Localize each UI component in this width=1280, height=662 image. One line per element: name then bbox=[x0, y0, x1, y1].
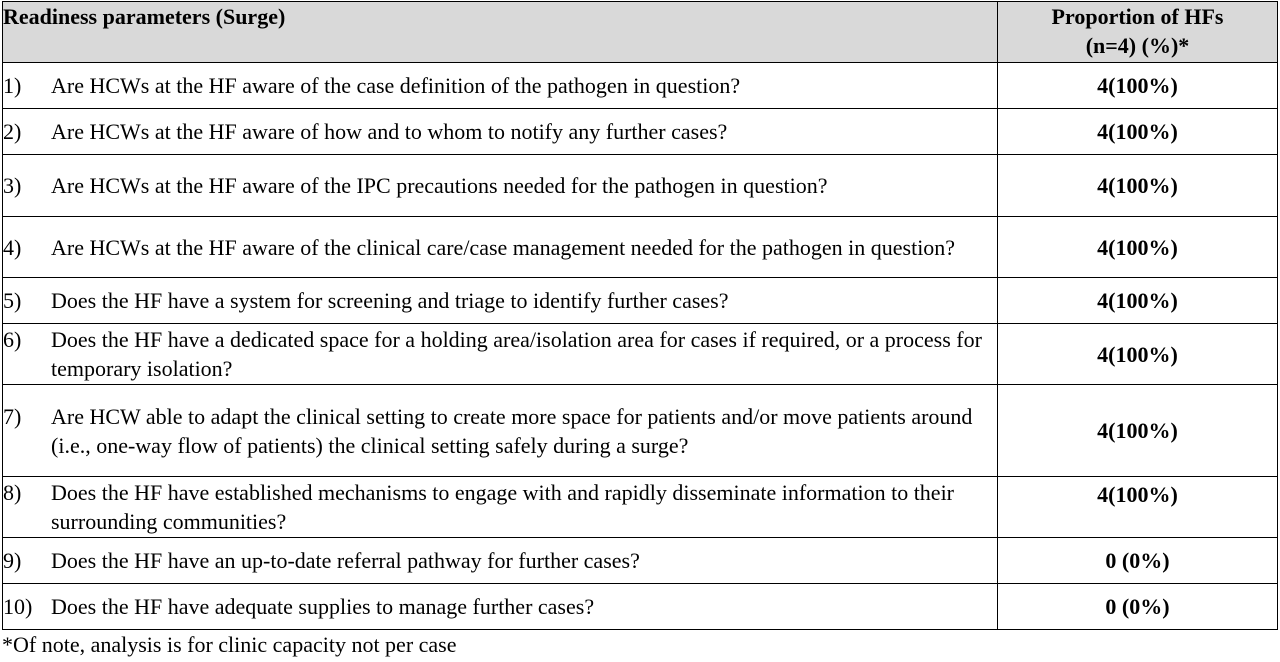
table-row bbox=[3, 217, 1278, 278]
row-question: Are HCWs at the HF aware of the IPC precautions needed for the pathogen in question? bbox=[51, 173, 828, 198]
table-row bbox=[3, 584, 1278, 630]
row-number: 7) bbox=[3, 403, 22, 429]
row-question: Does the HF have adequate supplies to manage further cases? bbox=[51, 594, 595, 619]
readiness-table bbox=[2, 1, 1278, 630]
row-value: 0 (0%) bbox=[998, 584, 1278, 630]
row-number: 9) bbox=[3, 548, 22, 573]
row-value: 4(100%) bbox=[998, 109, 1278, 155]
question-cell bbox=[3, 477, 998, 538]
row-question: Does the HF have a system for screening and triage to identify further cases? bbox=[51, 288, 729, 313]
row-number: 3) bbox=[3, 173, 22, 198]
row-question: Are HCW able to adapt the clinical setting to create more space for patients and/or move patients around (i.e., one-way flow of patients) the clinical setting safely during a surge? bbox=[51, 403, 973, 458]
row-value: 4(100%) bbox=[998, 324, 1278, 385]
question-cell bbox=[3, 324, 998, 385]
table-row bbox=[3, 278, 1278, 324]
question-cell bbox=[3, 63, 998, 109]
table-row bbox=[3, 324, 1278, 385]
row-number: 8) bbox=[3, 480, 22, 505]
row-number: 6) bbox=[3, 327, 22, 352]
table-row bbox=[3, 477, 1278, 538]
header-proportion-line1: Proportion of HFs bbox=[1051, 4, 1224, 29]
row-value: 4(100%) bbox=[998, 385, 1278, 477]
row-value: 4(100%) bbox=[998, 63, 1278, 109]
header-proportion bbox=[998, 2, 1278, 63]
row-question: Are HCWs at the HF aware of the case definition of the pathogen in question? bbox=[51, 73, 741, 98]
question-cell bbox=[3, 109, 998, 155]
row-question: Are HCWs at the HF aware of the clinical care/case management needed for the pathogen in question? bbox=[51, 234, 956, 260]
row-number: 4) bbox=[3, 234, 22, 260]
question-cell bbox=[3, 584, 998, 630]
table-row bbox=[3, 538, 1278, 584]
row-value: 4(100%) bbox=[998, 155, 1278, 217]
row-question: Does the HF have an up-to-date referral pathway for further cases? bbox=[51, 548, 640, 573]
question-cell bbox=[3, 278, 998, 324]
table-row bbox=[3, 109, 1278, 155]
table-row bbox=[3, 385, 1278, 477]
row-value: 4(100%) bbox=[998, 217, 1278, 278]
question-cell bbox=[3, 217, 998, 278]
row-value: 0 (0%) bbox=[998, 538, 1278, 584]
row-value: 4(100%) bbox=[998, 278, 1278, 324]
row-value: 4(100%) bbox=[998, 477, 1278, 538]
row-question: Does the HF have established mechanisms to engage with and rapidly disseminate information to their surrounding communities? bbox=[51, 480, 955, 534]
header-parameter: Readiness parameters (Surge) bbox=[3, 2, 998, 63]
row-number: 5) bbox=[3, 288, 22, 313]
question-cell bbox=[3, 538, 998, 584]
table-row bbox=[3, 63, 1278, 109]
row-number: 1) bbox=[3, 73, 22, 98]
question-cell bbox=[3, 155, 998, 217]
row-number: 10) bbox=[3, 594, 33, 619]
row-number: 2) bbox=[3, 119, 22, 144]
footnote: *Of note, analysis is for clinic capacity not per case bbox=[2, 632, 457, 657]
question-cell bbox=[3, 385, 998, 477]
header-proportion-line2: (n=4) (%)* bbox=[1085, 33, 1190, 58]
row-question: Does the HF have a dedicated space for a holding area/isolation area for cases if required, or a process for temporary isolation? bbox=[51, 327, 982, 381]
row-question: Are HCWs at the HF aware of how and to whom to notify any further cases? bbox=[51, 119, 728, 144]
table-row bbox=[3, 155, 1278, 217]
table-header-row bbox=[3, 2, 1278, 63]
